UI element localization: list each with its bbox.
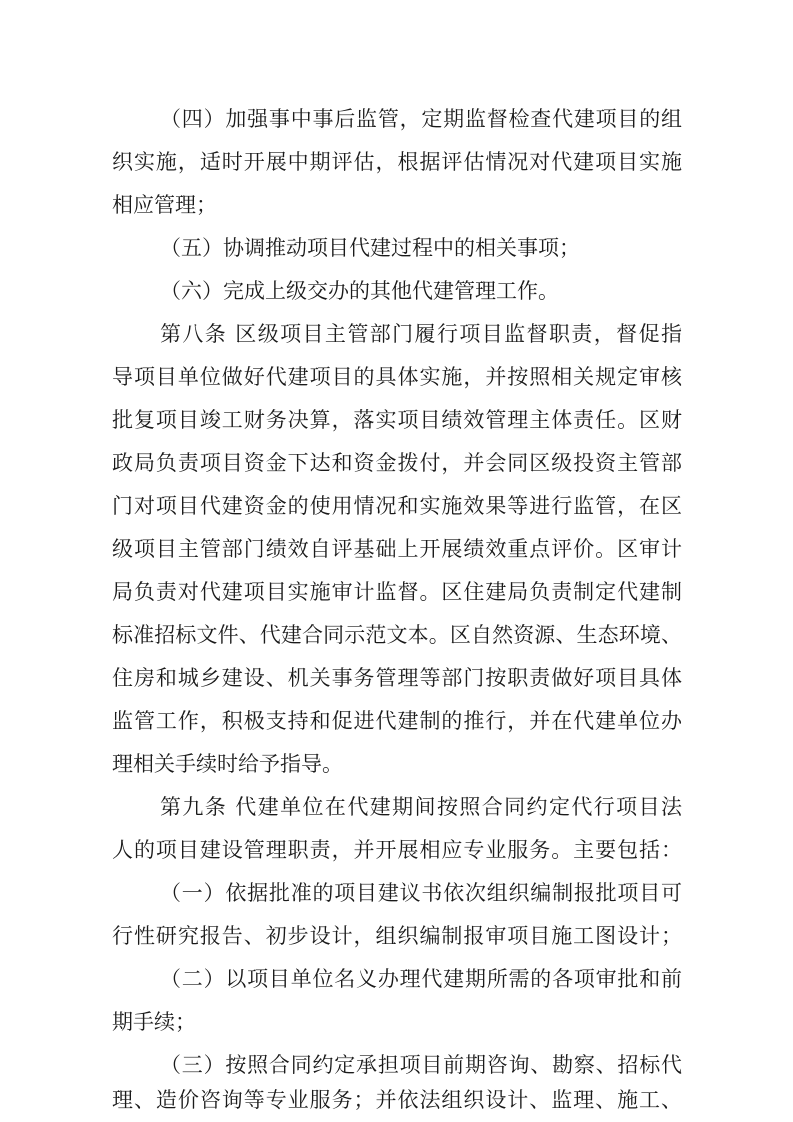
text-line: 住房和城乡建设、机关事务管理等部门按职责做好项目具体	[112, 666, 682, 690]
text-line: 人的项目建设管理职责，并开展相应专业服务。主要包括：	[112, 838, 682, 862]
text-line: 相应管理；	[112, 193, 217, 217]
text-line: 行性研究报告、初步设计，组织编制报审项目施工图设计；	[112, 924, 682, 948]
text-line: 织实施，适时开展中期评估，根据评估情况对代建项目实施	[112, 150, 682, 174]
text-line: 局负责对代建项目实施审计监督。区住建局负责制定代建制	[112, 580, 682, 604]
text-line: 导项目单位做好代建项目的具体实施，并按照相关规定审核	[112, 365, 682, 389]
text-line: （一）依据批准的项目建议书依次组织编制报批项目可	[160, 881, 682, 905]
text-line: 监管工作，积极支持和促进代建制的推行，并在代建单位办	[112, 709, 682, 733]
text-line: 第八条 区级项目主管部门履行项目监督职责，督促指	[160, 322, 682, 346]
text-line: （五）协调推动项目代建过程中的相关事项；	[160, 236, 580, 260]
text-line: （六）完成上级交办的其他代建管理工作。	[160, 279, 559, 303]
text-line: 期手续；	[112, 1010, 196, 1034]
text-line: 理、造价咨询等专业服务；并依法组织设计、监理、施工、	[112, 1088, 682, 1112]
text-line: 理相关手续时给予指导。	[112, 752, 343, 776]
text-line: 批复项目竣工财务决算，落实项目绩效管理主体责任。区财	[112, 408, 682, 432]
text-line: （四）加强事中事后监管，定期监督检查代建项目的组	[160, 107, 682, 131]
text-line: （三）按照合同约定承担项目前期咨询、勘察、招标代	[160, 1053, 682, 1077]
text-line: 门对项目代建资金的使用情况和实施效果等进行监管，在区	[112, 494, 682, 518]
text-line: 第九条 代建单位在代建期间按照合同约定代行项目法	[160, 795, 682, 819]
text-line: （二）以项目单位名义办理代建期所需的各项审批和前	[160, 967, 682, 991]
text-line: 级项目主管部门绩效自评基础上开展绩效重点评价。区审计	[112, 537, 682, 561]
text-line: 政局负责项目资金下达和资金拨付，并会同区级投资主管部	[112, 451, 682, 475]
text-line: 标准招标文件、代建合同示范文本。区自然资源、生态环境、	[112, 623, 682, 647]
